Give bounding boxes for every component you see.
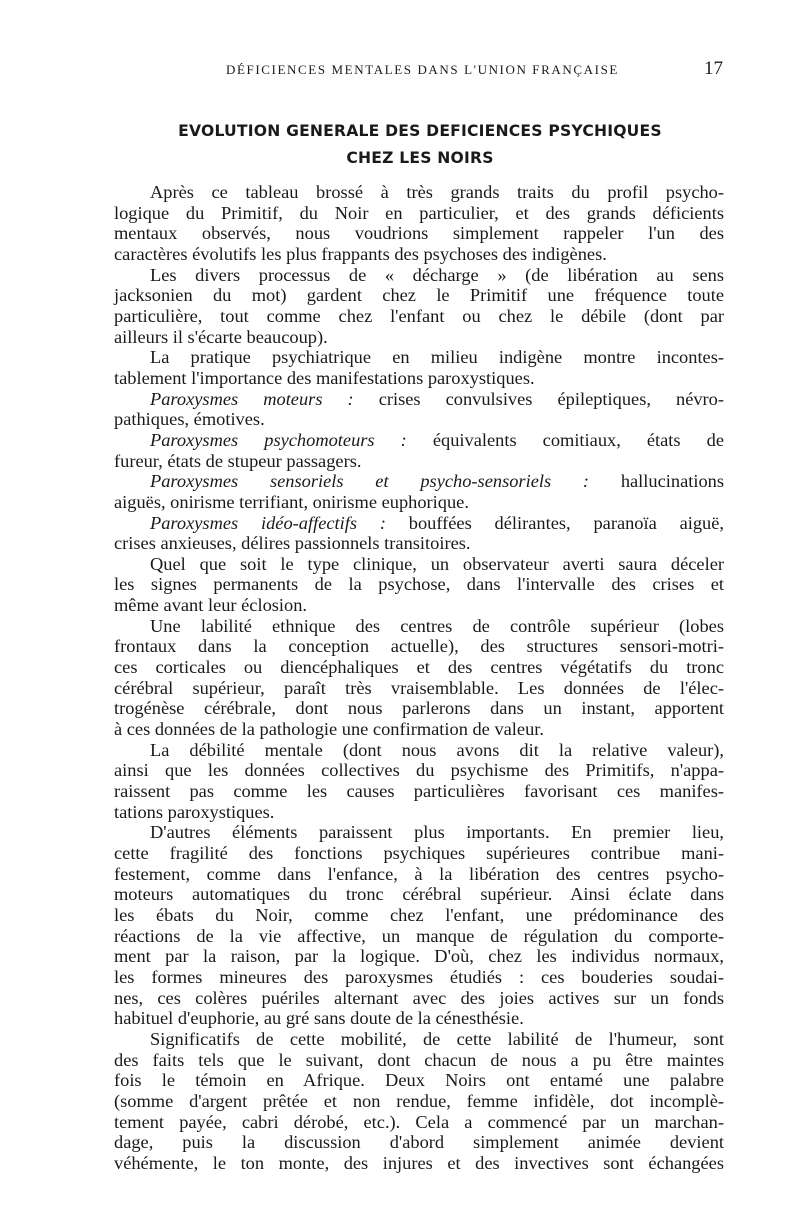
body-line: frontaux dans la conception actuelle), des structures sensori-motri- (114, 636, 724, 657)
body-line: tations paroxystiques. (114, 801, 275, 822)
running-title: DÉFICIENCES MENTALES DANS L'UNION FRANÇAISE (226, 62, 619, 77)
body-line: pathiques, émotives. (114, 409, 265, 430)
body-line: Les divers processus de « décharge » (de libération au sens (150, 264, 724, 285)
body-line: La débilité mentale (dont nous avons dit la relative valeur), (150, 739, 724, 760)
body-line: les ébats du Noir, comme chez l'enfant, une prédominance des (114, 904, 724, 925)
body-line: crises anxieuses, délires passionnels transitoires. (114, 533, 471, 554)
body-line: des faits tels que le suivant, dont chacun de nous a pu être maintes (114, 1049, 724, 1070)
running-header (0, 58, 800, 82)
body-line: cérébral supérieur, paraît très vraisemblable. Les données de l'élec- (114, 677, 724, 698)
body-line: les signes permanents de la psychose, dans l'intervalle des crises et (114, 574, 724, 595)
body-line: Quel que soit le type clinique, un observateur averti saura déceler (150, 553, 724, 574)
body-line: jacksonien du mot) gardent chez le Primitif une fréquence toute (114, 285, 724, 306)
body-line: trogénèse cérébrale, dont nous parlerons dans un instant, apportent (114, 698, 724, 719)
body-line-text: hallucinations (620, 471, 724, 492)
body-line: Significatifs de cette mobilité, de cette labilité de l'humeur, sont (150, 1028, 724, 1049)
body-line-text: équivalents comitiaux, états de (432, 429, 724, 450)
body-line: mentaux observés, nous voudrions simplement rappeler l'un des (114, 223, 724, 244)
body-line: ainsi que les données collectives du psychisme des Primitifs, n'appa- (114, 760, 724, 781)
body-line: caractères évolutifs les plus frappants des psychoses des indigènes. (114, 243, 607, 264)
body-line: Après ce tableau brossé à très grands traits du profil psycho- (150, 182, 724, 202)
italic-label: Paroxysmes idéo-affectifs : (150, 512, 386, 533)
body-line: à ces données de la pathologie une confirmation de valeur. (114, 719, 544, 740)
body-line: réactions de la vie affective, un manque de régulation du comporte- (114, 925, 724, 946)
body-line: ces corticales ou diencéphaliques et des centres végétatifs du tronc (114, 657, 724, 678)
body-line: particulière, tout comme chez l'enfant ou chez le débile (dont par (114, 305, 724, 326)
body-line: (somme d'argent prêtée et non rendue, femme infidèle, dot incomplè- (114, 1090, 724, 1111)
body-line (114, 430, 724, 451)
body-line: les formes mineures des paroxysmes étudiés : ces bouderies soudai- (114, 966, 724, 987)
body-line-text: crises convulsives épileptiques, névro- (378, 388, 724, 409)
body-line (114, 389, 724, 410)
section-title (0, 118, 800, 172)
body-line: dage, puis la discussion d'abord simplement animée devient (114, 1132, 724, 1153)
body-line: festement, comme dans l'enfance, à la libération des centres psycho- (114, 863, 724, 884)
body-line (114, 471, 724, 492)
body-line-text: bouffées délirantes, paranoïa aiguë, (408, 512, 724, 533)
section-title-line-1: EVOLUTION GENERALE DES DEFICIENCES PSYCHIQUES (178, 122, 662, 140)
body-line: ailleurs il s'écarte beaucoup). (114, 326, 328, 347)
body-line: habituel d'euphorie, au gré sans doute de la cénesthésie. (114, 1008, 524, 1029)
body-line: logique du Primitif, du Noir en particulier, et des grands déficients (114, 202, 724, 223)
body-text (114, 182, 724, 1174)
body-line: Une labilité ethnique des centres de contrôle supérieur (lobes (150, 615, 724, 636)
body-line: tement payée, cabri dérobé, etc.). Cela a commencé par un marchan- (114, 1111, 724, 1132)
body-line: moteurs automatiques du tronc cérébral supérieur. Ainsi éclate dans (114, 884, 724, 905)
body-line: nes, ces colères puériles alternant avec des joies actives sur un fonds (114, 987, 724, 1008)
body-line (114, 513, 724, 534)
body-line: même avant leur éclosion. (114, 595, 308, 616)
body-line: véhémente, le ton monte, des injures et des invectives sont échangées (114, 1152, 724, 1173)
body-line: D'autres éléments paraissent plus importants. En premier lieu, (150, 822, 724, 843)
body-line: La pratique psychiatrique en milieu indigène montre incontes- (150, 347, 724, 368)
body-line: ment par la raison, par la logique. D'où, chez les individus normaux, (114, 946, 724, 967)
italic-label: Paroxysmes psychomoteurs : (150, 429, 407, 450)
body-line: raissent pas comme les causes particulières favorisant ces manifes- (114, 781, 724, 802)
italic-label: Paroxysmes moteurs : (150, 388, 354, 409)
body-line: fureur, états de stupeur passagers. (114, 450, 362, 471)
body-line: fois le témoin en Afrique. Deux Noirs ont entamé une palabre (114, 1070, 724, 1091)
body-line: tablement l'importance des manifestations paroxystiques. (114, 367, 535, 388)
section-title-line-2: CHEZ LES NOIRS (346, 149, 494, 167)
italic-label: Paroxysmes sensoriels et psycho-sensoriels : (150, 471, 590, 492)
body-line: cette fragilité des fonctions psychiques supérieures contribue mani- (114, 843, 724, 863)
page-number: 17 (704, 58, 723, 79)
body-line: aiguës, onirisme terrifiant, onirisme euphorique. (114, 491, 469, 512)
